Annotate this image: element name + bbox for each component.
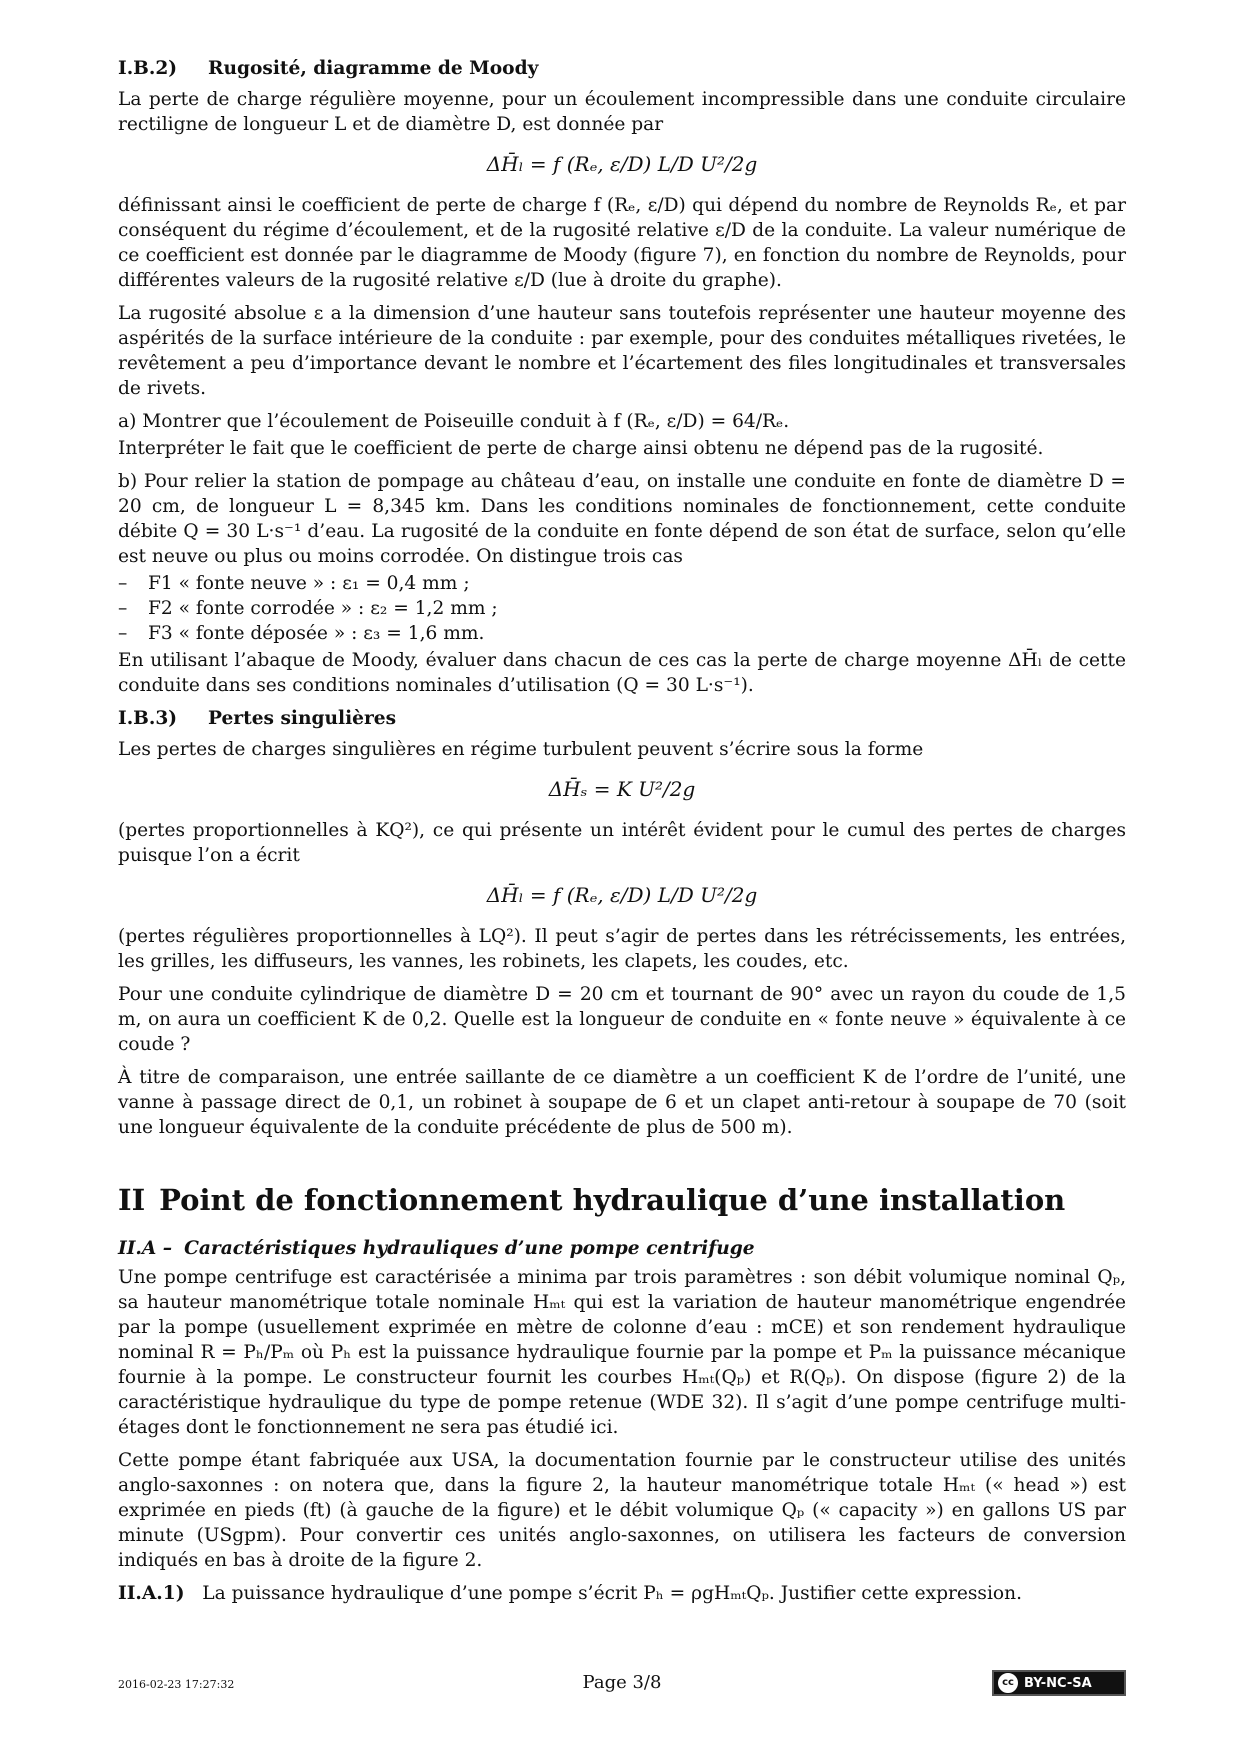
paragraph: (pertes proportionnelles à KQ²), ce qui présente un intérêt évident pour le cumul des pertes de charges puisque l’on a écrit bbox=[118, 820, 1126, 866]
section-title: Rugosité, diagramme de Moody bbox=[208, 58, 539, 79]
paragraph: La rugosité absolue ε a la dimension d’une hauteur sans toutefois représenter une hauteur moyenne des aspérités de la surface intérieure de la conduite : par exemple, pour des conduites métalliques rivetées, le revêtement a peu d’importance devant le nombre et l’écartement des files longitudinales et transversales de rivets. bbox=[118, 303, 1126, 399]
subsection-title: Caractéristiques hydrauliques d’une pompe centrifuge bbox=[184, 1238, 755, 1259]
list-item: – F3 « fonte déposée » : ε₃ = 1,6 mm. bbox=[118, 623, 485, 644]
paragraph: Interpréter le fait que le coefficient de perte de charge ainsi obtenu ne dépend pas de la rugosité. bbox=[118, 438, 1044, 459]
timestamp: 2016-02-23 17:27:32 bbox=[118, 1678, 235, 1691]
paragraph: En utilisant l’abaque de Moody, évaluer dans chacun de ces cas la perte de charge moyenne ΔH̄ₗ de cette conduite dans ses conditions nominales d’utilisation (Q = 30 L·s⁻¹). bbox=[118, 650, 1126, 696]
question-number: II.A.1) bbox=[118, 1583, 185, 1604]
paragraph: (pertes régulières proportionnelles à LQ²). Il peut s’agir de pertes dans les rétrécissements, les entrées, les grilles, les diffuseurs, les vannes, les robinets, les clapets, les coudes, etc. bbox=[118, 926, 1126, 972]
list-item: – F1 « fonte neuve » : ε₁ = 0,4 mm ; bbox=[118, 573, 470, 594]
equation-regular-loss: ΔH̄ₗ = f (Rₑ, ε/D) L/D U²/2g bbox=[486, 152, 758, 176]
equation-singular-loss: ΔH̄ₛ = K U²/2g bbox=[548, 777, 696, 801]
paragraph: À titre de comparaison, une entrée saillante de ce diamètre a un coefficient K de l’ordre de l’unité, une vanne à passage direct de 0,1, un robinet à soupape de 6 et un clapet anti-retour à soupape de 70 (soit une longueur équivalente de la conduite précédente de plus de 500 m). bbox=[118, 1067, 1126, 1138]
license-text: BY-NC-SA bbox=[1024, 1675, 1092, 1691]
page-footer bbox=[118, 1670, 1126, 1700]
equation-regular-loss-2: ΔH̄ₗ = f (Rₑ, ε/D) L/D U²/2g bbox=[486, 883, 758, 907]
section-heading-ib3 bbox=[118, 706, 1126, 731]
list-item: – F2 « fonte corrodée » : ε₂ = 1,2 mm ; bbox=[118, 598, 498, 619]
paragraph: définissant ainsi le coefficient de perte de charge f (Rₑ, ε/D) qui dépend du nombre de Reynolds Rₑ, et par conséquent du régime d’écoulement, et de la rugosité relative ε/D de la conduite. La valeur numérique de ce coefficient est donnée par le diagramme de Moody (figure 7), en fonction du nombre de Reynolds, pour différentes valeurs de la rugosité relative ε/D (lue à droite du graphe). bbox=[118, 195, 1126, 291]
section-number: I.B.2) bbox=[118, 58, 178, 79]
part-heading-ii bbox=[118, 1182, 1126, 1218]
question-iia1 bbox=[118, 1581, 1126, 1606]
paragraph: La perte de charge régulière moyenne, pour un écoulement incompressible dans une conduite circulaire rectiligne de longueur L et de diamètre D, est donnée par bbox=[118, 89, 1126, 135]
part-number: II bbox=[118, 1183, 146, 1217]
question-b: b) Pour relier la station de pompage au château d’eau, on installe une conduite en fonte de diamètre D = 20 cm, de longueur L = 8,345 km. Dans les conditions nominales de fonctionnement, cette conduite débite Q = 30 L·s⁻¹ d’eau. La rugosité de la conduite en fonte dépend de son état de surface, selon qu’elle est neuve ou plus ou moins corrodée. On distingue trois cas bbox=[118, 471, 1126, 567]
subsection-heading-iia bbox=[118, 1236, 1126, 1261]
paragraph: Cette pompe étant fabriquée aux USA, la documentation fournie par le constructeur utilise des unités anglo-saxonnes : on notera que, dans la figure 2, la hauteur manométrique totale Hₘₜ (« head ») est exprimée en pieds (ft) (à gauche de la figure) et le débit volumique Qₚ (« capacity ») en gallons US par minute (USgpm). Pour convertir ces unités anglo-saxonnes, on utilisera les facteurs de conversion indiqués en bas à droite de la figure 2. bbox=[118, 1450, 1126, 1571]
section-title: Pertes singulières bbox=[208, 708, 397, 729]
page-number: Page 3/8 bbox=[582, 1672, 662, 1693]
paragraph: Une pompe centrifuge est caractérisée a minima par trois paramètres : son débit volumique nominal Qₚ, sa hauteur manométrique totale nominale Hₘₜ qui est la variation de hauteur manométrique engendrée par la pompe (usuellement exprimée en mètre de colonne d’eau : mCE) et son rendement hydraulique nominal R = Pₕ/Pₘ où Pₕ est la puissance hydraulique fournie par la pompe et Pₘ la puissance mécanique fournie à la pompe. Le constructeur fournit les courbes Hₘₜ(Qₚ) et R(Qₚ). On dispose (figure 2) de la caractéristique hydraulique du type de pompe retenue (WDE 32). Il s’agit d’une pompe centrifuge multi-étages dont le fonctionnement ne sera pas étudié ici. bbox=[118, 1267, 1126, 1438]
question-a: a) Montrer que l’écoulement de Poiseuille conduit à f (Rₑ, ε/D) = 64/Rₑ. bbox=[118, 411, 790, 432]
part-title: Point de fonctionnement hydraulique d’une installation bbox=[159, 1183, 1066, 1217]
subsection-number: II.A – bbox=[118, 1238, 173, 1259]
question-text: La puissance hydraulique d’une pompe s’écrit Pₕ = ρgHₘₜQₚ. Justifier cette expression. bbox=[202, 1583, 1022, 1604]
section-number: I.B.3) bbox=[118, 708, 178, 729]
page-content bbox=[118, 56, 1126, 1614]
cases-list bbox=[118, 571, 1126, 646]
cc-icon: cc bbox=[998, 1673, 1018, 1693]
paragraph: Les pertes de charges singulières en régime turbulent peuvent s’écrire sous la forme bbox=[118, 739, 924, 760]
license-badge bbox=[992, 1670, 1126, 1696]
section-heading-ib2 bbox=[118, 56, 1126, 81]
paragraph: Pour une conduite cylindrique de diamètre D = 20 cm et tournant de 90° avec un rayon du coude de 1,5 m, on aura un coefficient K de 0,2. Quelle est la longueur de conduite en « fonte neuve » équivalente à ce coude ? bbox=[118, 984, 1126, 1055]
